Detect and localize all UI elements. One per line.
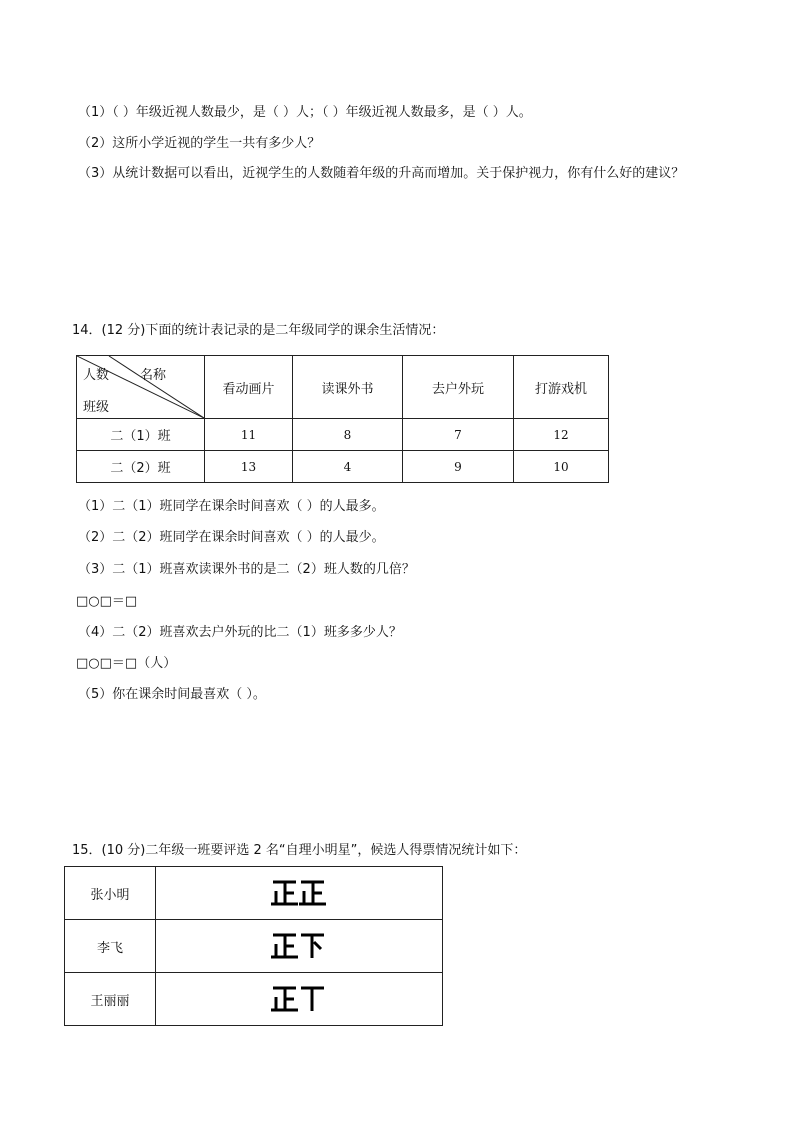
corner-label-category: 名称 — [140, 368, 167, 383]
table-cell: 8 — [293, 419, 403, 451]
tally-cell — [156, 973, 443, 1026]
row-label: 二（2）班 — [77, 451, 205, 483]
table-cell: 7 — [403, 419, 514, 451]
column-header: 去户外玩 — [403, 356, 514, 419]
q13-sub3: （3）从统计数据可以看出，近视学生的人数随着年级的升高而增加。关于保护视力，你有什么好的建议？ — [78, 166, 685, 181]
corner-label-count: 人数 — [83, 368, 110, 383]
table-header-row — [77, 356, 609, 419]
activity-table — [76, 355, 609, 483]
table-cell: 9 — [403, 451, 514, 483]
table-row — [65, 867, 443, 920]
tally-cell — [156, 867, 443, 920]
q15-heading: 15．(10 分)二年级一班要评选 2 名“自理小明星”，候选人得票情况统计如下： — [72, 843, 527, 858]
row-label: 二（1）班 — [77, 419, 205, 451]
q14-formula2: □○□＝□（人） — [76, 656, 177, 671]
q14-sub1: （1）二（1）班同学在课余时间喜欢（ ）的人最多。 — [78, 499, 385, 514]
q13-sub2: （2）这所小学近视的学生一共有多少人？ — [78, 136, 321, 151]
candidate-name: 李飞 — [65, 920, 156, 973]
q14-sub4: （4）二（2）班喜欢去户外玩的比二（1）班多多少人？ — [78, 625, 402, 640]
vote-table — [64, 866, 443, 1026]
table-cell: 12 — [514, 419, 609, 451]
column-header: 看动画片 — [205, 356, 293, 419]
q13-sub1: （1）（ ）年级近视人数最少，是（ ）人；（ ）年级近视人数最多，是（ ）人。 — [78, 105, 532, 120]
column-header: 读课外书 — [293, 356, 403, 419]
table-row — [65, 920, 443, 973]
table-cell: 4 — [293, 451, 403, 483]
q14-sub5: （5）你在课余时间最喜欢（ ）。 — [78, 687, 266, 702]
q14-sub2: （2）二（2）班同学在课余时间喜欢（ ）的人最少。 — [78, 530, 385, 545]
candidate-name: 张小明 — [65, 867, 156, 920]
column-header: 打游戏机 — [514, 356, 609, 419]
table-row — [65, 973, 443, 1026]
table-row — [77, 451, 609, 483]
table-cell: 13 — [205, 451, 293, 483]
candidate-name: 王丽丽 — [65, 973, 156, 1026]
tally-marks-zhengxia — [270, 932, 330, 960]
tally-marks-zhengzheng — [270, 879, 330, 907]
table-corner-cell — [77, 356, 205, 419]
corner-label-class: 班级 — [83, 400, 110, 415]
q14-sub3: （3）二（1）班喜欢读课外书的是二（2）班人数的几倍？ — [78, 562, 415, 577]
table-cell: 10 — [514, 451, 609, 483]
q14-heading: 14．(12 分)下面的统计表记录的是二年级同学的课余生活情况： — [72, 323, 445, 338]
tally-cell — [156, 920, 443, 973]
q14-formula1: □○□＝□ — [76, 594, 138, 609]
tally-marks-zhengding — [270, 985, 330, 1013]
table-cell: 11 — [205, 419, 293, 451]
table-row — [77, 419, 609, 451]
